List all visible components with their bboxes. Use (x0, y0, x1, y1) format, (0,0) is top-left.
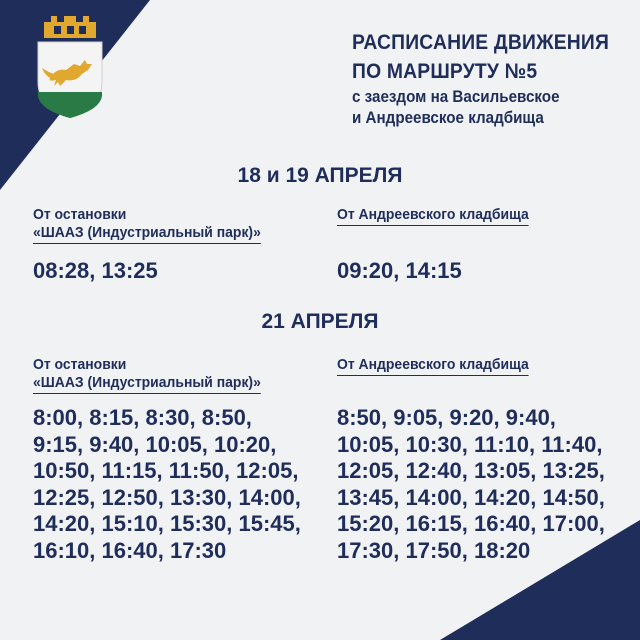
stop-label-line-1: От Андреевского кладбища (337, 206, 529, 226)
times-line: 8:50, 9:05, 9:20, 9:40, (337, 405, 556, 430)
city-emblem-icon (30, 12, 110, 122)
stop-label-line-1: От Андреевского кладбища (337, 356, 529, 376)
section2-left-stop-label (33, 356, 261, 394)
stop-label-line-2: «ШААЗ (Индустриальный парк)» (33, 224, 261, 244)
times-line: 10:50, 11:15, 11:50, 12:05, (33, 458, 299, 483)
section2-right-times (337, 405, 605, 564)
times-line: 10:05, 10:30, 11:10, 11:40, (337, 431, 603, 457)
title-line-2: ПО МАРШРУТУ №5 (352, 60, 538, 83)
header (352, 28, 631, 129)
times-line: 12:25, 12:50, 13:30, 14:00, (33, 484, 301, 510)
times-line: 17:30, 17:50, 18:20 (337, 537, 531, 563)
subtitle-line-2: и Андреевское кладбища (352, 109, 544, 127)
section1-date: 18 и 19 АПРЕЛЯ (237, 164, 403, 187)
times-line: 16:10, 16:40, 17:30 (33, 537, 227, 563)
section1-left-times: 08:28, 13:25 (33, 258, 158, 283)
times-line: 12:05, 12:40, 13:05, 13:25, (337, 458, 605, 483)
section2-date: 21 АПРЕЛЯ (261, 310, 379, 333)
times-line: 14:20, 15:10, 15:30, 15:45, (33, 511, 301, 536)
times-line: 15:20, 16:15, 16:40, 17:00, (337, 511, 605, 536)
section1-right-times: 09:20, 14:15 (337, 258, 462, 283)
stop-label-line-1: От остановки (33, 356, 127, 373)
section2-left-times (33, 405, 301, 564)
title-line-1: РАСПИСАНИЕ ДВИЖЕНИЯ (352, 31, 610, 54)
section1-left-stop-label (33, 206, 261, 244)
section1-right-stop-label (337, 206, 529, 226)
section2-right-stop-label (337, 356, 529, 376)
subtitle-line-1: с заездом на Васильевское (352, 88, 560, 106)
times-line: 9:15, 9:40, 10:05, 10:20, (33, 431, 277, 457)
stop-label-line-2: «ШААЗ (Индустриальный парк)» (33, 374, 261, 394)
times-line: 8:00, 8:15, 8:30, 8:50, (33, 405, 252, 430)
times-line: 13:45, 14:00, 14:20, 14:50, (337, 484, 605, 510)
stop-label-line-1: От остановки (33, 206, 127, 223)
